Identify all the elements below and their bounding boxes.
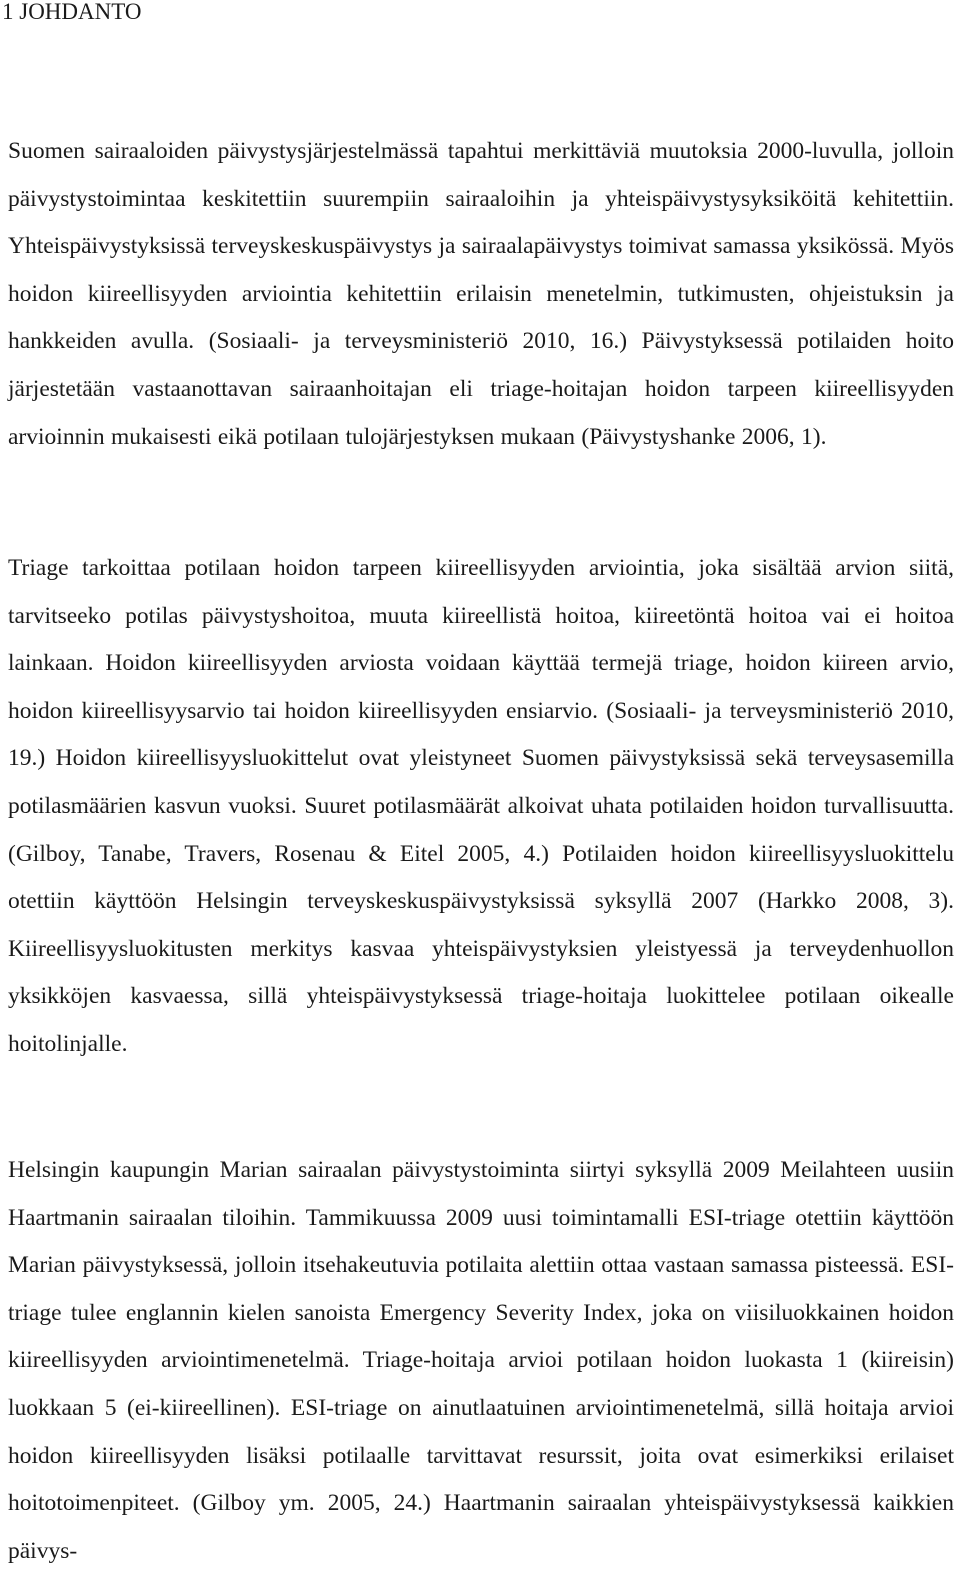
chapter-heading: 1 JOHDANTO: [2, 0, 142, 24]
paragraph-2: Triage tarkoittaa potilaan hoidon tarpeen kiireellisyyden arviointia, joka sisältää arvion siitä, tarvitseeko potilas päivystyshoitoa, muuta kiireellistä hoitoa, kiireetöntä hoitoa vai ei hoitoa lainkaan. Hoidon kiireellisyyden arviosta voidaan käyttää termejä triage, hoidon kiireen arvio, hoidon kiireellisyysarvio tai hoidon kiireellisyyden ensiarvio. (Sosiaali- ja terveysministeriö 2010, 19.) Hoidon kiireellisyysluokittelut ovat yleistyneet Suomen päivystyksissä sekä terveysasemilla potilasmäärien kasvun vuoksi. Suuret potilasmäärät alkoivat uhata potilaiden hoidon turvallisuutta. (Gilboy, Tanabe, Travers, Rosenau & Eitel 2005, 4.) Potilaiden hoidon kiireellisyysluokittelu otettiin käyttöön Helsingin terveyskeskuspäivystyksissä syksyllä 2007 (Harkko 2008, 3). Kiireellisyysluokitusten merkitys kasvaa yhteispäivystyksien yleistyessä ja terveydenhuollon yksikköjen kasvaessa, sillä yhteispäivystyksessä triage-hoitaja luokittelee potilaan oikealle hoitolinjalle.: [8, 555, 954, 1057]
paragraph-1: Suomen sairaaloiden päivystysjärjestelmässä tapahtui merkittäviä muutoksia 2000-luvulla, jolloin päivystystoimintaa keskitettiin suurempiin sairaaloihin ja yhteispäivystysyksiköitä kehitettiin. Yhteispäivystyksissä terveyskeskuspäivystys ja sairaalapäivystys toimivat samassa yksikössä. Myös hoidon kiireellisyyden arviointia kehitettiin erilaisin menetelmin, tutkimusten, ohjeistuksin ja hankkeiden avulla. (Sosiaali- ja terveysministeriö 2010, 16.) Päivystyksessä potilaiden hoito järjestetään vastaanottavan sairaanhoitajan eli triage-hoitajan hoidon tarpeen kiireellisyyden arvioinnin mukaisesti eikä potilaan tulojärjestyksen mukaan (Päivystyshanke 2006, 1).: [8, 138, 955, 450]
paragraph-3: Helsingin kaupungin Marian sairaalan päivystystoiminta siirtyi syksyllä 2009 Meilahteen uusiin Haartmanin sairaalan tiloihin. Tammikuussa 2009 uusi toimintamalli ESI-triage otettiin käyttöön Marian päivystyksessä, jolloin itsehakeutuvia potilaita alettiin ottaa vastaan samassa pisteessä. ESI-triage tulee englannin kielen sanoista Emergency Severity Index, joka on viisiluokkainen hoidon kiireellisyyden arviointimenetelmä. Triage-hoitaja arvioi potilaan hoidon luokasta 1 (kiireisin) luokkaan 5 (ei-kiireellinen). ESI-triage on ainutlaatuinen arviointimenetelmä, sillä hoitaja arvioi hoidon kiireellisyyden lisäksi potilaalle tarvittavat resurssit, joita ovat esimerkiksi erilaiset hoitotoimenpiteet. (Gilboy ym. 2005, 24.) Haartmanin sairaalan yhteispäivystyksessä kaikkien päivys-: [8, 1157, 954, 1564]
